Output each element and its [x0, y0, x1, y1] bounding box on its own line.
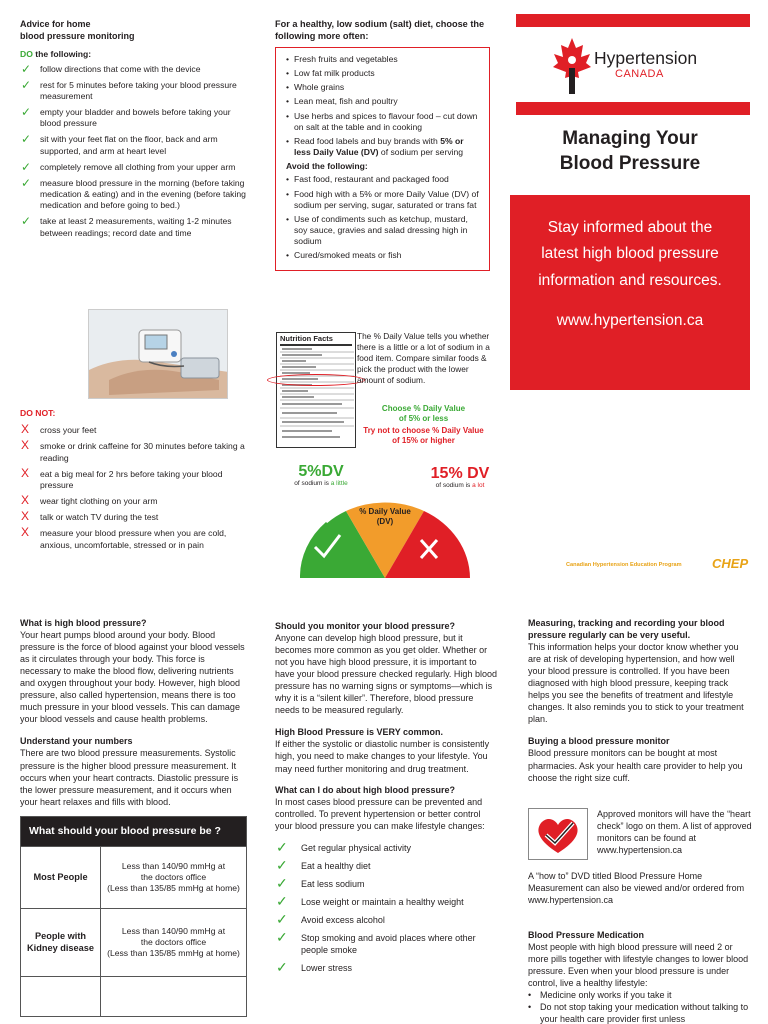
x-icon: X: [21, 525, 30, 540]
checkmark-icon: ✓: [21, 77, 32, 92]
table-row: [21, 977, 247, 1017]
do-list: [20, 61, 248, 239]
avoid-item: • Fast food, restaurant and packaged food: [286, 174, 481, 185]
low-dv-label: 5%DV of sodium is a little: [294, 463, 348, 487]
eat-item: • Fresh fruits and vegetables: [286, 54, 481, 65]
avoid-item: • Cured/smoked meats or fish: [286, 250, 481, 261]
x-icon: X: [21, 493, 30, 508]
table-row: People with Kidney disease Less than 140/90 mmHg at the doctors office (Less than 135/85 mmHg at home): [21, 909, 247, 977]
med-item: • Medicine only works if you take it: [528, 990, 672, 1001]
chep-logo: CHEP: [712, 556, 749, 571]
avoid-item: • Food high with a 5% or more Daily Value (DV) of sodium per serving, sugar, saturated or trans fat: [286, 189, 481, 211]
checkmark-icon: ✓: [276, 910, 288, 927]
daily-value-gauge: [300, 502, 470, 580]
medication-section: Blood Pressure Medication Most people with high blood pressure will need 2 or more pills together with lifestyle changes to lower blood pressure. Even when your blood pressure is under control, live a healthy lifestyle: • Medicine only works if you take it • Do not stop taking your medication without talking to your health care provider first unless: [528, 930, 749, 1024]
high-bp-explainer: What is high blood pressure? Your heart pumps blood around your body. Blood pressure is the force of blood against your blood vessels as it circulates through your body. This force is necessary to make the blood flow, delivering nutrients and oxygen throughout your body. However, high blood pressure, also called hypertension, means there is too much pressure in your blood vessels. This can damage your blood vessels and cause health problems. Understand your numbers There are two blood pressure measurements. Systolic pressure is the higher blood pressure measurement. It occurs when your heart contracts. Diastolic pressure is the lower pressure measurement, and it occurs when your heart relaxes and fills with blood.: [20, 618, 245, 807]
diet-heading: For a healthy, low sodium (salt) diet, choose the following more often:: [275, 19, 485, 41]
table-header: What should your blood pressure be ?: [21, 817, 247, 847]
eat-item: • Use herbs and spices to flavour food – cut down on salt at the table and in cooking: [286, 111, 481, 133]
do-not-item: X smoke or drink caffeine for 30 minutes before taking a reading: [21, 438, 245, 463]
lifestyle-item: ✓ Stop smoking and avoid places where other people smoke: [276, 928, 476, 956]
advice-heading: Advice for home blood pressure monitoring: [20, 19, 135, 41]
x-icon: X: [21, 465, 30, 480]
logo-subword: CANADA: [615, 68, 664, 80]
lifestyle-list: [275, 838, 497, 976]
bp-monitor-photo: [88, 309, 228, 399]
gauge-caption: % Daily Value (DV): [359, 507, 411, 527]
logo-wordmark: Hypertension: [594, 48, 698, 68]
do-item: ✓ sit with your feet flat on the floor, back and arm supported, and arm at heart level: [21, 132, 218, 156]
maple-leaf-icon: [552, 36, 592, 96]
lifestyle-item: ✓ Eat less sodium: [276, 874, 365, 891]
choose-low-dv: Choose % Daily Value of 5% or less: [381, 404, 466, 424]
x-icon: X: [21, 509, 30, 524]
checkmark-icon: ✓: [276, 874, 288, 891]
nutrition-facts-title: Nutrition Facts: [280, 335, 352, 346]
do-item: ✓ measure blood pressure in the morning (before taking medication & eating) and in the evening (before taking medication and before going to bed.): [21, 175, 246, 211]
checkmark-icon: ✓: [21, 132, 32, 147]
home-monitoring-advice: [20, 19, 248, 244]
diet-box: [275, 47, 490, 271]
do-not-item: X eat a big meal for 2 hrs before taking your blood pressure: [21, 465, 223, 490]
do-not-item: X talk or watch TV during the test: [21, 509, 159, 524]
do-item: ✓ follow directions that come with the device: [21, 61, 201, 76]
dvd-note: A “how to” DVD titled Blood Pressure Home Measurement can also be viewed and/or ordered from www.hypertension.ca: [528, 871, 745, 906]
do-not-item: X measure your blood pressure when you are cold, anxious, uncomfortable, stressed or in pain: [21, 525, 227, 550]
avoid-high-dv: Try not to choose % Daily Value of 15% or higher: [363, 426, 484, 446]
stay-informed-panel: Stay informed about the latest high blood pressure information and resources. www.hypertension.ca: [510, 195, 750, 390]
checkmark-icon: ✓: [21, 175, 32, 190]
avoid-item: • Use of condiments such as ketchup, mustard, soy sauce, gravies and salad dressing high in sodium: [286, 214, 481, 248]
daily-value-explainer: The % Daily Value tells you whether there is a little or a lot of sodium in a food item. Compare similar foods & pick the product with the lower amount of sodium.: [357, 331, 490, 386]
heart-check-logo: [528, 808, 588, 860]
eat-item: • Low fat milk products: [286, 68, 481, 79]
website-link[interactable]: www.hypertension.ca: [556, 312, 704, 330]
table-row: Most People Less than 140/90 mmHg at the doctors office (Less than 135/85 mmHg at home): [21, 847, 247, 909]
checkmark-icon: ✓: [276, 838, 288, 855]
lifestyle-item: ✓ Lower stress: [276, 959, 353, 976]
do-item: ✓ empty your bladder and bowels before taking your blood pressure: [21, 105, 231, 129]
eat-item: • Read food labels and buy brands with 5% or less Daily Value (DV) of sodium per serving: [286, 136, 481, 158]
do-item: ✓ take at least 2 measurements, waiting 1-2 minutes between readings; record date and time: [21, 214, 232, 238]
checkmark-icon: ✓: [21, 214, 32, 229]
do-item: ✓ rest for 5 minutes before taking your blood pressure measurement: [21, 77, 237, 101]
avoid-heading: Avoid the following:: [286, 161, 368, 172]
eat-item: • Whole grains: [286, 82, 481, 93]
lifestyle-item: ✓ Get regular physical activity: [276, 838, 412, 855]
x-icon: X: [21, 438, 30, 453]
do-not-heading: DO NOT:: [20, 408, 56, 418]
do-not-item: X cross your feet: [21, 422, 97, 437]
eat-item: • Lean meat, fish and poultry: [286, 96, 481, 107]
do-heading: DO the following:: [20, 49, 92, 60]
top-red-bar: [516, 14, 750, 27]
second-red-bar: [516, 102, 750, 115]
checkmark-icon: ✓: [21, 61, 32, 76]
monitoring-section: Should you monitor your blood pressure? Anyone can develop high blood pressure, but it becomes more common as you get older. Whether or not you have high blood pressure, it is important to have your blood pressure checked regularly. High blood pressure has no warning signs or symptoms—which is why it is a “silent killer”. Therefore, blood pressure needs to be measured regularly. High Blood Pressure is VERY common. If either the systolic or diastolic number is consistently high, you need to make changes to your lifestyle. You may need further monitoring and drug treatment. What can I do about high blood pressure? In most cases blood pressure can be prevented and controlled. To prevent hypertension or better control your blood pressure you can make lifestyle changes: ✓ Get regular physical activity ✓ Eat a healthy diet ✓ Eat less sodium ✓ Lose weight or maintain a healthy weight ✓ Avoid excess alcohol ✓ Stop smoking and avoid places where other people smoke ✓ Lower stress: [275, 621, 497, 976]
low-sodium-diet: [275, 19, 490, 271]
approved-monitors-note: Approved monitors will have the “heart check” logo on them. A list of approved monitors can be found at www.hypertension.ca: [597, 809, 752, 856]
lifestyle-item: ✓ Lose weight or maintain a healthy weight: [276, 892, 464, 909]
heart-check-icon: [529, 809, 587, 859]
cover-title: Managing Your Blood Pressure: [559, 128, 701, 174]
checkmark-icon: ✓: [276, 856, 288, 873]
high-dv-label: 15% DV of sodium is a lot: [430, 465, 490, 489]
lifestyle-item: ✓ Avoid excess alcohol: [276, 910, 385, 927]
checkmark-icon: ✓: [276, 959, 288, 976]
checkmark-icon: ✓: [276, 892, 288, 909]
nutrition-facts-label: [276, 332, 356, 448]
med-item: • Do not stop taking your medication without talking to your health care provider first unless: [528, 1002, 749, 1024]
checkmark-icon: ✓: [21, 105, 32, 120]
chep-program-name: Canadian Hypertension Education Program: [566, 562, 682, 568]
tracking-section: Measuring, tracking and recording your blood pressure regularly can be very useful. This information helps your doctor know whether you are at risk of developing hypertension, and how well your blood pressure is controlled. If you have been diagnosed with high blood pressure, keeping track helps you see the benefits of treatment and lifestyle changes. It also reminds you to stick to your treatment plan. Buying a blood pressure monitor Blood pressure monitors can be bought at most pharmacies. Ask your health care provider to help you choose the right size cuff.: [528, 618, 744, 783]
sodium-highlight-oval: [267, 374, 365, 386]
nutrition-facts-rows: [280, 346, 354, 446]
checkmark-icon: ✓: [276, 928, 288, 945]
x-icon: X: [21, 422, 30, 437]
do-item: ✓ completely remove all clothing from your upper arm: [21, 159, 236, 174]
checkmark-icon: ✓: [21, 159, 32, 174]
do-not-section: [20, 408, 248, 556]
lifestyle-item: ✓ Eat a healthy diet: [276, 856, 371, 873]
bp-target-table: [20, 816, 247, 1017]
hypertension-canada-logo: [552, 36, 742, 98]
do-not-item: X wear tight clothing on your arm: [21, 493, 158, 508]
